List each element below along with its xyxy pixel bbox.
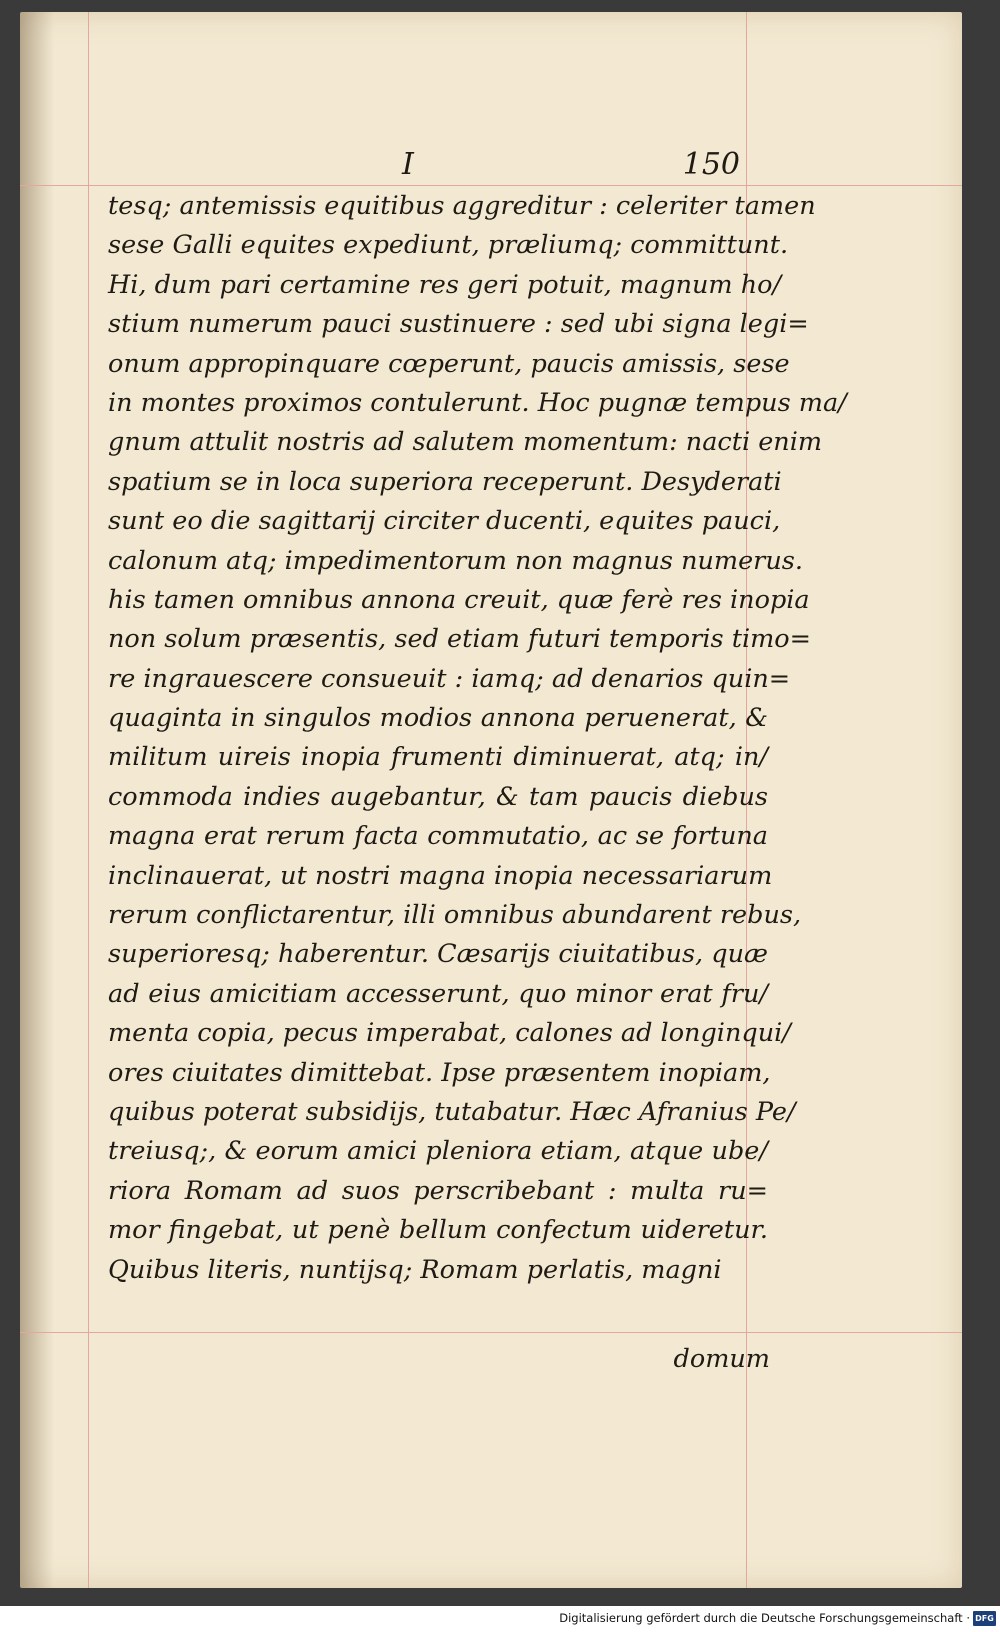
text-line: his tamen omnibus annona creuit, quæ ferè res inopia — [108, 584, 810, 615]
text-line: onum appropinquare cœperunt, paucis amissis, sese — [108, 348, 790, 379]
text-line: commoda indies augebantur, & tam paucis diebus — [108, 781, 768, 812]
text-line: in montes proximos contulerunt. Hoc pugnæ tempus ma/ — [108, 387, 847, 418]
page-header — [350, 147, 770, 187]
text-line: menta copia, pecus imperabat, calones ad longinqui/ — [108, 1018, 791, 1049]
text-line: stium numerum pauci sustinuere : sed ubi signa legi= — [108, 309, 809, 340]
funding-credit: Digitalisierung gefördert durch die Deutsche Forschungsgemeinschaft · — [559, 1611, 970, 1625]
text-line: re ingrauescere consueuit : iamq; ad denarios quin= — [108, 663, 791, 694]
text-line: tesq; antemissis equitibus aggreditur : celeriter tamen — [108, 191, 816, 221]
ruling-line-bottom — [20, 1332, 962, 1333]
text-line: non solum præsentis, sed etiam futuri temporis timo= — [108, 624, 811, 655]
book-page — [20, 12, 962, 1588]
dfg-logo: DFG — [973, 1611, 996, 1626]
folio-number: 150 — [682, 147, 740, 182]
catchword: domum — [673, 1344, 770, 1374]
text-line: spatium se in loca superiora receperunt. Desyderati — [108, 466, 782, 497]
text-line: Hi, dum pari certamine res geri potuit, magnum ho/ — [108, 269, 782, 300]
footer-bar — [0, 1606, 1000, 1632]
text-line: treiusq;, & eorum amici pleniora etiam, atque ube/ — [108, 1136, 768, 1167]
text-line: gnum attulit nostris ad salutem momentum: nacti enim — [108, 427, 823, 458]
text-line: ad eius amicitiam accesserunt, quo minor erat fru/ — [108, 978, 768, 1009]
ruling-line-left — [88, 12, 89, 1588]
text-line: sunt eo die sagittarij circiter ducenti, equites pauci, — [108, 506, 781, 537]
body-text — [108, 187, 847, 1290]
text-line: quaginta in singulos modios annona peruenerat, & — [108, 703, 768, 734]
page-gutter-shadow — [20, 12, 54, 1588]
text-line: inclinauerat, ut nostri magna inopia necessariarum — [108, 860, 773, 891]
text-line: rerum conflictarentur, illi omnibus abundarent rebus, — [108, 900, 802, 931]
text-line: quibus poterat subsidijs, tutabatur. Hæc Afranius Pe/ — [108, 1096, 796, 1127]
text-line: magna erat rerum facta commutatio, ac se fortuna — [108, 821, 768, 852]
text-line: calonum atq; impedimentorum non magnus numerus. — [108, 545, 803, 576]
gathering-mark: I — [402, 147, 414, 182]
text-line: riora Romam ad suos perscribebant : multa ru= — [108, 1175, 768, 1206]
text-line: ores ciuitates dimittebat. Ipse præsentem inopiam, — [108, 1057, 771, 1088]
text-line: Quibus literis, nuntijsq; Romam perlatis, magni — [108, 1254, 722, 1285]
text-line: mor fingebat, ut penè bellum confectum uideretur. — [108, 1215, 768, 1246]
text-line: superioresq; haberentur. Cæsarijs ciuitatibus, quæ — [108, 939, 768, 970]
text-line: militum uireis inopia frumenti diminuerat, atq; in/ — [108, 742, 768, 773]
text-line: sese Galli equites expediunt, præliumq; committunt. — [108, 230, 789, 261]
